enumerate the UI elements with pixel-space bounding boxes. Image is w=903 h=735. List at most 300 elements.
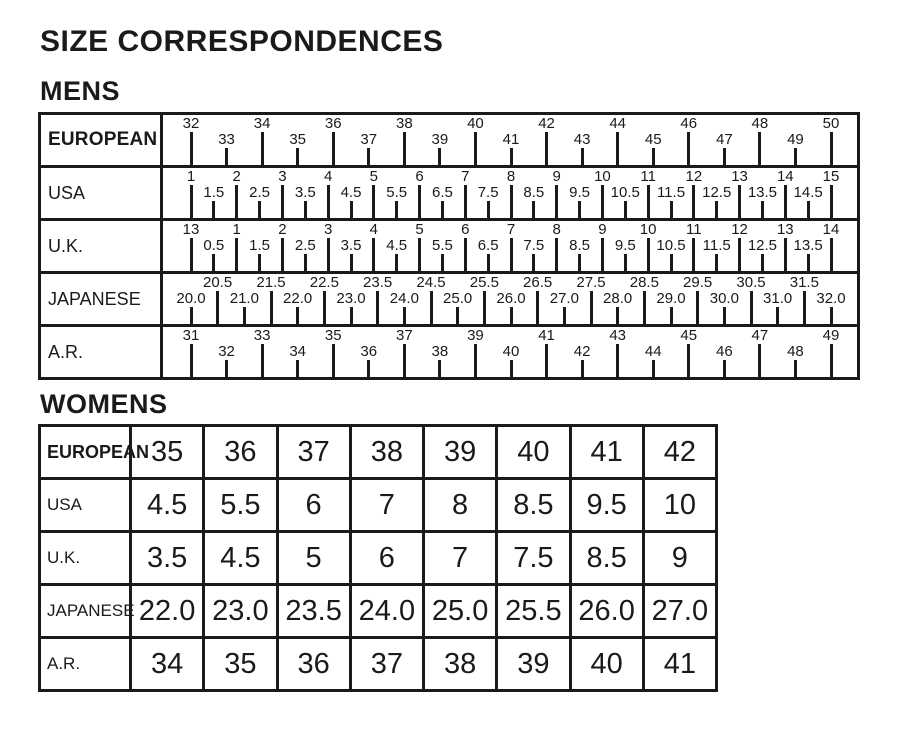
ruler-value: 13: [776, 221, 794, 238]
row-label-uk: U.K.: [41, 533, 132, 583]
ruler-value: 45: [644, 131, 662, 148]
european-size-ruler: [163, 115, 857, 165]
ruler-value: 10: [594, 168, 611, 185]
tick-mark-icon: [216, 291, 219, 324]
ruler-value: 11.5: [702, 237, 731, 254]
ruler-value: 43: [573, 131, 591, 148]
tick-mark-icon: [532, 201, 535, 218]
tick-mark-icon: [327, 238, 330, 271]
tick-mark-icon: [474, 344, 477, 377]
ruler-value: 3.5: [294, 184, 316, 201]
ruler-value: 44: [609, 115, 626, 132]
size-cell: 5.5: [205, 480, 278, 530]
size-cell: 35: [132, 427, 205, 477]
tick-mark-icon: [578, 201, 581, 218]
ruler-value: 26.0: [496, 290, 526, 307]
tick-mark-icon: [624, 254, 627, 271]
tick-mark-icon: [670, 254, 673, 271]
ar-size-ruler: [163, 327, 857, 377]
ruler-value: 2: [232, 168, 241, 185]
size-cell: 40: [572, 639, 645, 689]
tick-mark-icon: [510, 360, 513, 377]
ruler-value: 20.0: [176, 290, 206, 307]
ruler-value: 41: [502, 131, 520, 148]
ruler-value: 6.5: [431, 184, 453, 201]
ruler-value: 31.5: [789, 274, 819, 291]
size-cell: 34: [132, 639, 205, 689]
ruler-value: 34: [289, 343, 306, 360]
size-cell: 38: [352, 427, 425, 477]
mens-row-european: [41, 115, 857, 168]
ruler-value: 22.5: [309, 274, 339, 291]
tick-mark-icon: [616, 344, 619, 377]
size-cell: 3.5: [132, 533, 205, 583]
ruler-value: 2: [278, 221, 287, 238]
tick-mark-icon: [403, 307, 406, 324]
size-cell: 41: [572, 427, 645, 477]
tick-mark-icon: [243, 307, 246, 324]
tick-mark-icon: [510, 307, 513, 324]
tick-mark-icon: [738, 238, 741, 271]
ruler-value: 10.5: [656, 237, 686, 254]
mens-row-japanese: [41, 274, 857, 327]
tick-mark-icon: [430, 291, 433, 324]
womens-section-heading: WOMENS: [40, 389, 168, 419]
tick-mark-icon: [545, 344, 548, 377]
tick-mark-icon: [784, 238, 787, 271]
tick-mark-icon: [692, 185, 695, 218]
ruler-value: 49: [822, 327, 840, 344]
ruler-value: 8.5: [523, 184, 545, 201]
size-cell: 23.0: [205, 586, 278, 636]
ruler-value: 31.0: [763, 290, 793, 307]
tick-mark-icon: [350, 307, 353, 324]
ruler-value: 8: [506, 168, 516, 185]
tick-mark-icon: [487, 201, 490, 218]
ruler-value: 12.5: [702, 184, 732, 201]
tick-mark-icon: [687, 132, 690, 165]
ruler-value: 37: [360, 131, 378, 148]
ruler-value: 46: [680, 115, 698, 132]
mens-row-uk: [41, 221, 857, 274]
tick-mark-icon: [532, 254, 535, 271]
size-cell: 25.0: [425, 586, 498, 636]
ruler-value: 27.5: [576, 274, 606, 291]
ruler-value: 23.5: [363, 274, 393, 291]
tick-mark-icon: [555, 238, 558, 271]
size-cell: 7: [352, 480, 425, 530]
tick-mark-icon: [590, 291, 593, 324]
ruler-value: 29.0: [656, 290, 686, 307]
ruler-value: 22.0: [283, 290, 313, 307]
tick-mark-icon: [643, 291, 646, 324]
tick-mark-icon: [652, 360, 655, 377]
ruler-value: 4: [369, 221, 379, 238]
size-cell: 7.5: [498, 533, 571, 583]
ruler-value: 11: [686, 221, 702, 238]
ruler-value: 24.5: [416, 274, 446, 291]
tick-mark-icon: [794, 148, 797, 165]
ruler-value: 35: [289, 131, 306, 148]
ruler-value: 4.5: [340, 184, 362, 201]
ruler-value: 32: [218, 343, 235, 360]
ruler-value: 7.5: [523, 237, 545, 254]
ruler-value: 31: [182, 327, 200, 344]
size-cell: 39: [425, 427, 498, 477]
size-cell: 10: [663, 488, 696, 521]
tick-mark-icon: [601, 238, 604, 271]
size-cell: 4.5: [205, 533, 278, 583]
row-label-ar: A.R.: [41, 327, 163, 377]
tick-mark-icon: [601, 185, 604, 218]
ruler-value: 32.0: [816, 290, 846, 307]
ruler-value: 27.0: [549, 290, 579, 307]
tick-mark-icon: [376, 291, 379, 324]
size-cell: 39: [498, 639, 571, 689]
mens-row-usa: [41, 168, 857, 221]
ruler-value: 14: [822, 221, 840, 238]
ruler-value: 43: [609, 327, 626, 344]
mens-row-ar: [41, 327, 857, 377]
ruler-value: 8: [552, 221, 561, 238]
ruler-value: 45: [680, 327, 698, 344]
japanese-size-ruler: [163, 274, 857, 324]
ruler-value: 4.5: [386, 237, 408, 254]
ruler-value: 13.5: [747, 184, 778, 201]
tick-mark-icon: [323, 291, 326, 324]
tick-mark-icon: [624, 201, 627, 218]
tick-mark-icon: [190, 185, 193, 218]
ruler-value: 36: [324, 115, 342, 132]
ruler-value: 2.5: [249, 184, 270, 201]
ruler-value: 25.5: [469, 274, 499, 291]
tick-mark-icon: [723, 148, 726, 165]
ruler-value: 46: [715, 343, 733, 360]
tick-mark-icon: [464, 238, 467, 271]
tick-mark-icon: [350, 254, 353, 271]
tick-mark-icon: [692, 238, 695, 271]
tick-mark-icon: [830, 238, 833, 271]
row-label-european: EUROPEAN: [41, 115, 163, 165]
ruler-value: 13: [182, 221, 200, 238]
tick-mark-icon: [190, 132, 193, 165]
ruler-value: 38: [431, 343, 449, 360]
ruler-value: 41: [538, 327, 555, 344]
ruler-value: 30.0: [709, 290, 739, 307]
ruler-value: 1: [186, 168, 196, 185]
ruler-value: 40: [467, 115, 484, 132]
tick-mark-icon: [190, 307, 193, 324]
tick-mark-icon: [510, 185, 513, 218]
ruler-value: 39: [467, 327, 484, 344]
tick-mark-icon: [438, 148, 441, 165]
ruler-value: 6.5: [477, 237, 499, 254]
ruler-value: 44: [644, 343, 662, 360]
tick-mark-icon: [304, 201, 307, 218]
ruler-value: 39: [431, 131, 449, 148]
tick-mark-icon: [418, 185, 421, 218]
womens-row-ar: [41, 639, 715, 689]
size-cell: 9: [671, 541, 688, 574]
japanese-size-cells: [132, 586, 715, 636]
tick-mark-icon: [555, 185, 558, 218]
tick-mark-icon: [687, 344, 690, 377]
size-cell: 35: [205, 639, 278, 689]
ruler-value: 9.5: [569, 184, 590, 201]
ruler-value: 5: [415, 221, 424, 238]
womens-size-table: [38, 424, 718, 692]
ruler-value: 3: [323, 221, 333, 238]
tick-mark-icon: [403, 132, 406, 165]
size-cell: 41: [663, 647, 696, 680]
tick-mark-icon: [647, 238, 650, 271]
ruler-value: 33: [218, 131, 235, 148]
ruler-value: 12: [731, 221, 748, 238]
ruler-value: 5.5: [386, 184, 408, 201]
tick-mark-icon: [332, 132, 335, 165]
ruler-value: 13: [731, 168, 748, 185]
tick-mark-icon: [761, 201, 764, 218]
ruler-value: 2.5: [294, 237, 316, 254]
tick-mark-icon: [715, 201, 718, 218]
uk-size-ruler: [163, 221, 857, 271]
tick-mark-icon: [803, 291, 806, 324]
tick-mark-icon: [758, 132, 761, 165]
ruler-value: 33: [253, 327, 271, 344]
mens-size-table: [38, 112, 860, 380]
ruler-value: 23.0: [336, 290, 366, 307]
ruler-value: 48: [751, 115, 769, 132]
size-cell: 37: [279, 427, 352, 477]
womens-row-usa: [41, 480, 715, 533]
ruler-value: 6: [461, 221, 470, 238]
tick-mark-icon: [750, 291, 753, 324]
usa-size-cells: [132, 480, 715, 530]
ruler-value: 21.5: [256, 274, 286, 291]
ruler-value: 5: [369, 168, 379, 185]
tick-mark-icon: [483, 291, 486, 324]
size-cell: 8.5: [572, 533, 645, 583]
tick-mark-icon: [670, 307, 673, 324]
tick-mark-icon: [510, 238, 513, 271]
tick-mark-icon: [830, 132, 833, 165]
tick-mark-icon: [296, 148, 299, 165]
tick-mark-icon: [296, 360, 299, 377]
ruler-value: 1.5: [203, 184, 225, 201]
tick-mark-icon: [670, 201, 673, 218]
size-cell: 40: [498, 427, 571, 477]
tick-mark-icon: [696, 291, 699, 324]
tick-mark-icon: [441, 201, 444, 218]
ruler-value: 40: [502, 343, 520, 360]
ruler-value: 6: [415, 168, 424, 185]
european-size-cells: [132, 427, 715, 477]
size-cell: 7: [425, 533, 498, 583]
row-label-uk: U.K.: [41, 221, 163, 271]
tick-mark-icon: [270, 291, 273, 324]
ruler-value: 1.5: [249, 237, 270, 254]
ruler-value: 15: [822, 168, 840, 185]
tick-mark-icon: [281, 238, 284, 271]
tick-mark-icon: [761, 254, 764, 271]
size-cell: 36: [279, 639, 352, 689]
ruler-value: 10.5: [610, 184, 640, 201]
usa-size-ruler: [163, 168, 857, 218]
size-cell: 22.0: [132, 586, 205, 636]
size-cell: 8.5: [498, 480, 571, 530]
ruler-value: 30.5: [736, 274, 766, 291]
uk-size-cells: [132, 533, 715, 583]
tick-mark-icon: [403, 344, 406, 377]
ruler-value: 3.5: [340, 237, 362, 254]
tick-mark-icon: [830, 344, 833, 377]
tick-mark-icon: [367, 360, 370, 377]
ruler-value: 7: [461, 168, 470, 185]
ruler-value: 28.5: [629, 274, 659, 291]
tick-mark-icon: [510, 148, 513, 165]
ruler-value: 9.5: [614, 237, 636, 254]
tick-mark-icon: [332, 344, 335, 377]
tick-mark-icon: [807, 201, 810, 218]
ruler-value: 38: [395, 115, 413, 132]
ruler-value: 42: [573, 343, 591, 360]
ruler-value: 32: [182, 115, 200, 132]
tick-mark-icon: [395, 254, 398, 271]
ruler-value: 13.5: [793, 237, 823, 254]
ruler-value: 36: [360, 343, 378, 360]
tick-mark-icon: [563, 307, 566, 324]
row-label-european: EUROPEAN: [41, 427, 132, 477]
ruler-value: 24.0: [389, 290, 419, 307]
ruler-value: 29.5: [683, 274, 713, 291]
ruler-value: 28.0: [603, 290, 633, 307]
ruler-value: 9: [552, 168, 561, 185]
tick-mark-icon: [794, 360, 797, 377]
ruler-value: 11.5: [656, 184, 686, 201]
size-cell: 25.5: [498, 586, 571, 636]
ruler-value: 42: [538, 115, 555, 132]
mens-section-heading: MENS: [40, 76, 121, 106]
ruler-value: 14: [776, 168, 794, 185]
size-cell: 6: [352, 533, 425, 583]
tick-mark-icon: [807, 254, 810, 271]
ruler-value: 49: [787, 131, 804, 148]
ruler-value: 3: [278, 168, 287, 185]
row-label-usa: USA: [41, 168, 163, 218]
ruler-value: 0.5: [203, 237, 225, 254]
tick-mark-icon: [738, 185, 741, 218]
tick-mark-icon: [474, 132, 477, 165]
size-cell: 8: [425, 480, 498, 530]
tick-mark-icon: [190, 344, 193, 377]
size-cell: 9.5: [572, 480, 645, 530]
ruler-value: 1: [232, 221, 241, 238]
size-cell: 4.5: [132, 480, 205, 530]
ruler-value: 50: [822, 115, 840, 132]
tick-mark-icon: [235, 238, 238, 271]
size-cell: 38: [425, 639, 498, 689]
ruler-value: 25.0: [443, 290, 473, 307]
tick-mark-icon: [784, 185, 787, 218]
womens-row-european: [41, 427, 715, 480]
tick-mark-icon: [304, 254, 307, 271]
tick-mark-icon: [190, 238, 193, 271]
page-title: SIZE CORRESPONDENCES: [40, 25, 444, 58]
tick-mark-icon: [441, 254, 444, 271]
ruler-value: 35: [324, 327, 342, 344]
tick-mark-icon: [652, 148, 655, 165]
tick-mark-icon: [225, 360, 228, 377]
size-cell: 27.0: [651, 594, 709, 627]
size-cell: 23.5: [279, 586, 352, 636]
ruler-value: 4: [323, 168, 333, 185]
tick-mark-icon: [212, 254, 215, 271]
ruler-value: 12: [685, 168, 703, 185]
tick-mark-icon: [647, 185, 650, 218]
tick-mark-icon: [715, 254, 718, 271]
size-cell: 5: [279, 533, 352, 583]
ruler-value: 8.5: [569, 237, 590, 254]
tick-mark-icon: [536, 291, 539, 324]
ruler-value: 12.5: [747, 237, 778, 254]
tick-mark-icon: [830, 185, 833, 218]
ruler-value: 21.0: [229, 290, 259, 307]
tick-mark-icon: [581, 148, 584, 165]
tick-mark-icon: [723, 360, 726, 377]
ruler-value: 10: [639, 221, 657, 238]
row-label-japanese: JAPANESE: [41, 274, 163, 324]
tick-mark-icon: [281, 185, 284, 218]
size-cell: 6: [279, 480, 352, 530]
tick-mark-icon: [487, 254, 490, 271]
tick-mark-icon: [296, 307, 299, 324]
tick-mark-icon: [350, 201, 353, 218]
row-label-ar: A.R.: [41, 639, 132, 689]
tick-mark-icon: [395, 201, 398, 218]
tick-mark-icon: [258, 201, 261, 218]
ruler-value: 9: [598, 221, 607, 238]
ar-size-cells: [132, 639, 715, 689]
ruler-value: 20.5: [203, 274, 233, 291]
row-label-usa: USA: [41, 480, 132, 530]
tick-mark-icon: [830, 307, 833, 324]
tick-mark-icon: [235, 185, 238, 218]
tick-mark-icon: [372, 238, 375, 271]
row-label-japanese: JAPANESE: [41, 586, 132, 636]
ruler-value: 14.5: [793, 184, 823, 201]
ruler-value: 34: [253, 115, 271, 132]
tick-mark-icon: [581, 360, 584, 377]
ruler-value: 5.5: [431, 237, 453, 254]
tick-mark-icon: [225, 148, 228, 165]
ruler-value: 37: [395, 327, 413, 344]
ruler-value: 7: [506, 221, 516, 238]
tick-mark-icon: [723, 307, 726, 324]
tick-mark-icon: [545, 132, 548, 165]
tick-mark-icon: [261, 344, 264, 377]
tick-mark-icon: [616, 307, 619, 324]
tick-mark-icon: [418, 238, 421, 271]
tick-mark-icon: [327, 185, 330, 218]
ruler-value: 26.5: [523, 274, 553, 291]
ruler-value: 47: [715, 131, 733, 148]
ruler-value: 48: [787, 343, 804, 360]
tick-mark-icon: [258, 254, 261, 271]
womens-row-uk: [41, 533, 715, 586]
tick-mark-icon: [212, 201, 215, 218]
tick-mark-icon: [578, 254, 581, 271]
size-cell: 26.0: [572, 586, 645, 636]
